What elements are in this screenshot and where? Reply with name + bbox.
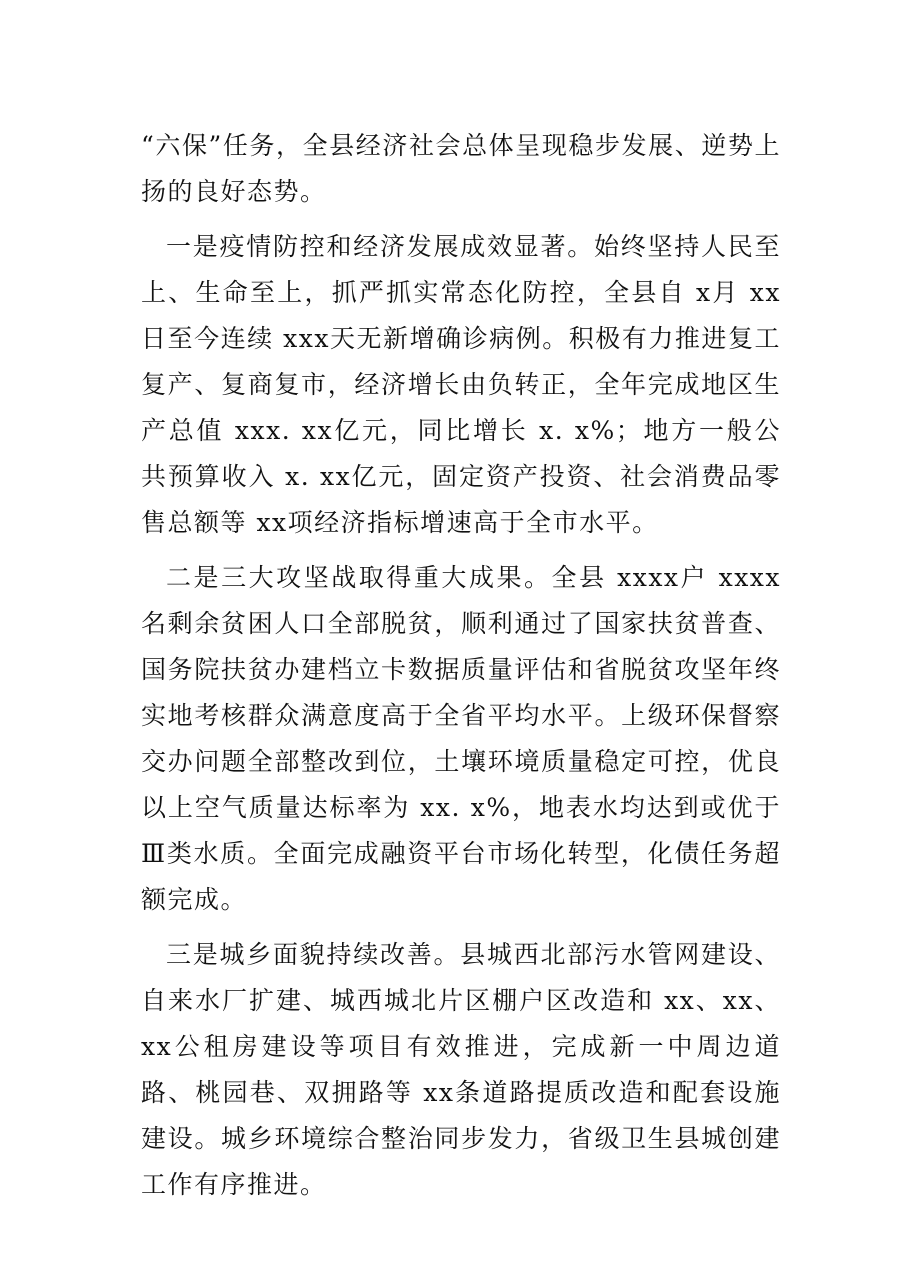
paragraph-epidemic-economy: 一是疫情防控和经济发展成效显著。始终坚持人民至上、生命至上，抓严抓实常态化防控，全县自 x月 xx日至今连续 xxx天无新增确诊病例。积极有力推进复工复产、复商复市，经济增长由负转正，全年完成地区生产总值 xxx. xx亿元，同比增长 x. x%；地方一般公共预算收入 x. xx亿元，固定资产投资、社会消费品零售总额等 xx项经济指标增速高于全市水平。 xyxy=(141,232,781,537)
document-body xyxy=(141,123,781,1208)
paragraph-urban-rural: 三是城乡面貌持续改善。县城西北部污水管网建设、自来水厂扩建、城西城北片区棚户区改造和 xx、xx、xx公租房建设等项目有效推进，完成新一中周边道路、桃园巷、双拥路等 xx条道路提质改造和配套设施建设。城乡环境综合整治同步发力，省级卫生县城创建工作有序推进。 xyxy=(141,940,781,1199)
paragraph-intro: “六保”任务，全县经济社会总体呈现稳步发展、逆势上扬的良好态势。 xyxy=(141,131,781,206)
paragraph-three-battles: 二是三大攻坚战取得重大成果。全县 xxxx户 xxxx名剩余贫困人口全部脱贫，顺利通过了国家扶贫普查、国务院扶贫办建档立卡数据质量评估和省脱贫攻坚年终实地考核群众满意度高于全省平均水平。上级环保督察交办问题全部整改到位，土壤环境质量稳定可控，优良以上空气质量达标率为 xx. x%，地表水均达到或优于Ⅲ类水质。全面完成融资平台市场化转型，化债任务超额完成。 xyxy=(141,563,781,914)
